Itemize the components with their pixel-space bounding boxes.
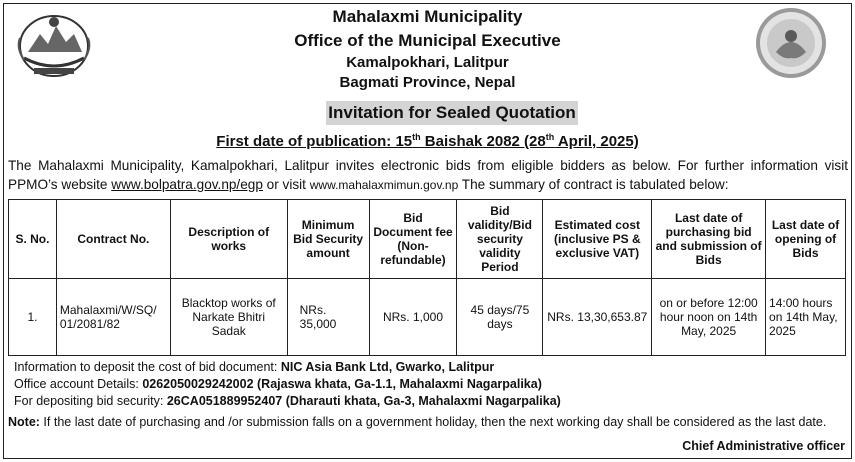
contract-summary-table: [8, 199, 846, 356]
cell-estimated-cost: NRs. 13,30,653.87: [543, 279, 652, 356]
col-header-sno: S. No.: [9, 200, 57, 279]
cell-doc-fee: NRs. 1,000: [369, 279, 457, 356]
address-line: Kamalpokhari, Lalitpur: [346, 54, 509, 71]
col-header-contract-no: Contract No.: [56, 200, 170, 279]
col-header-last-purchase: Last date of purchasing bid and submission of Bids: [652, 200, 766, 279]
publication-date: First date of publication: 15th Baishak 2082 (28th April, 2025): [216, 132, 639, 150]
cell-validity: 45 days/75 days: [457, 279, 543, 356]
holiday-note: Note: If the last date of purchasing and /or submission falls on a government holiday, then the next working day shall be considered as the last date.: [8, 415, 827, 429]
intro-paragraph: The Mahalaxmi Municipality, Kamalpokhari, Lalitpur invites electronic bids from eligible bidders as below. For further information visit PPMO’s website www.bolpatra.gov.np/egp or visit www.mahalaxmimun.gov.np The summary of contract is tabulated below:: [8, 158, 848, 192]
col-header-last-opening: Last date of opening of Bids: [766, 200, 846, 279]
bank-info-line: Information to deposit the cost of bid document: NIC Asia Bank Ltd, Gwarko, Lalitpur: [14, 360, 495, 374]
table-row: [9, 279, 846, 356]
invitation-title: Invitation for Sealed Quotation: [326, 101, 578, 125]
col-header-validity: Bid validity/Bid security validity Period: [457, 200, 543, 279]
office-name: Office of the Municipal Executive: [294, 31, 561, 50]
cell-description: Blacktop works of Narkate Bhitri Sadak: [170, 279, 287, 356]
municipality-website[interactable]: www.mahalaxmimun.gov.np: [309, 178, 459, 192]
signatory: Chief Administrative officer: [682, 439, 845, 453]
col-header-estimated-cost: Estimated cost (inclusive PS & exclusive VAT): [543, 200, 652, 279]
col-header-bid-security: Minimum Bid Security amount: [287, 200, 369, 279]
municipality-name: Mahalaxmi Municipality: [332, 7, 523, 26]
province-line: Bagmati Province, Nepal: [339, 74, 516, 91]
cell-last-purchase: on or before 12:00 hour noon on 14th May, 2025: [652, 279, 766, 356]
col-header-description: Description of works: [170, 200, 287, 279]
bid-security-account-line: For depositing bid security: 26CA051889952407 (Dharauti khata, Ga-3, Mahalaxmi Nagarpalika): [14, 394, 561, 408]
cell-sno: 1.: [9, 279, 57, 356]
cell-last-opening: 14:00 hours on 14th May, 2025: [766, 279, 846, 356]
bolpatra-link[interactable]: www.bolpatra.gov.np/egp: [111, 177, 263, 192]
deposit-info: [14, 359, 561, 410]
cell-bid-security: NRs. 35,000: [287, 279, 369, 356]
table-header-row: [9, 200, 846, 279]
col-header-doc-fee: Bid Document fee (Non-refundable): [369, 200, 457, 279]
cell-contract-no: Mahalaxmi/W/SQ/ 01/2081/82: [56, 279, 170, 356]
office-account-line: Office account Details: 0262050029242002 (Rajaswa khata, Ga-1.1, Mahalaxmi Nagarpalika): [14, 377, 542, 391]
